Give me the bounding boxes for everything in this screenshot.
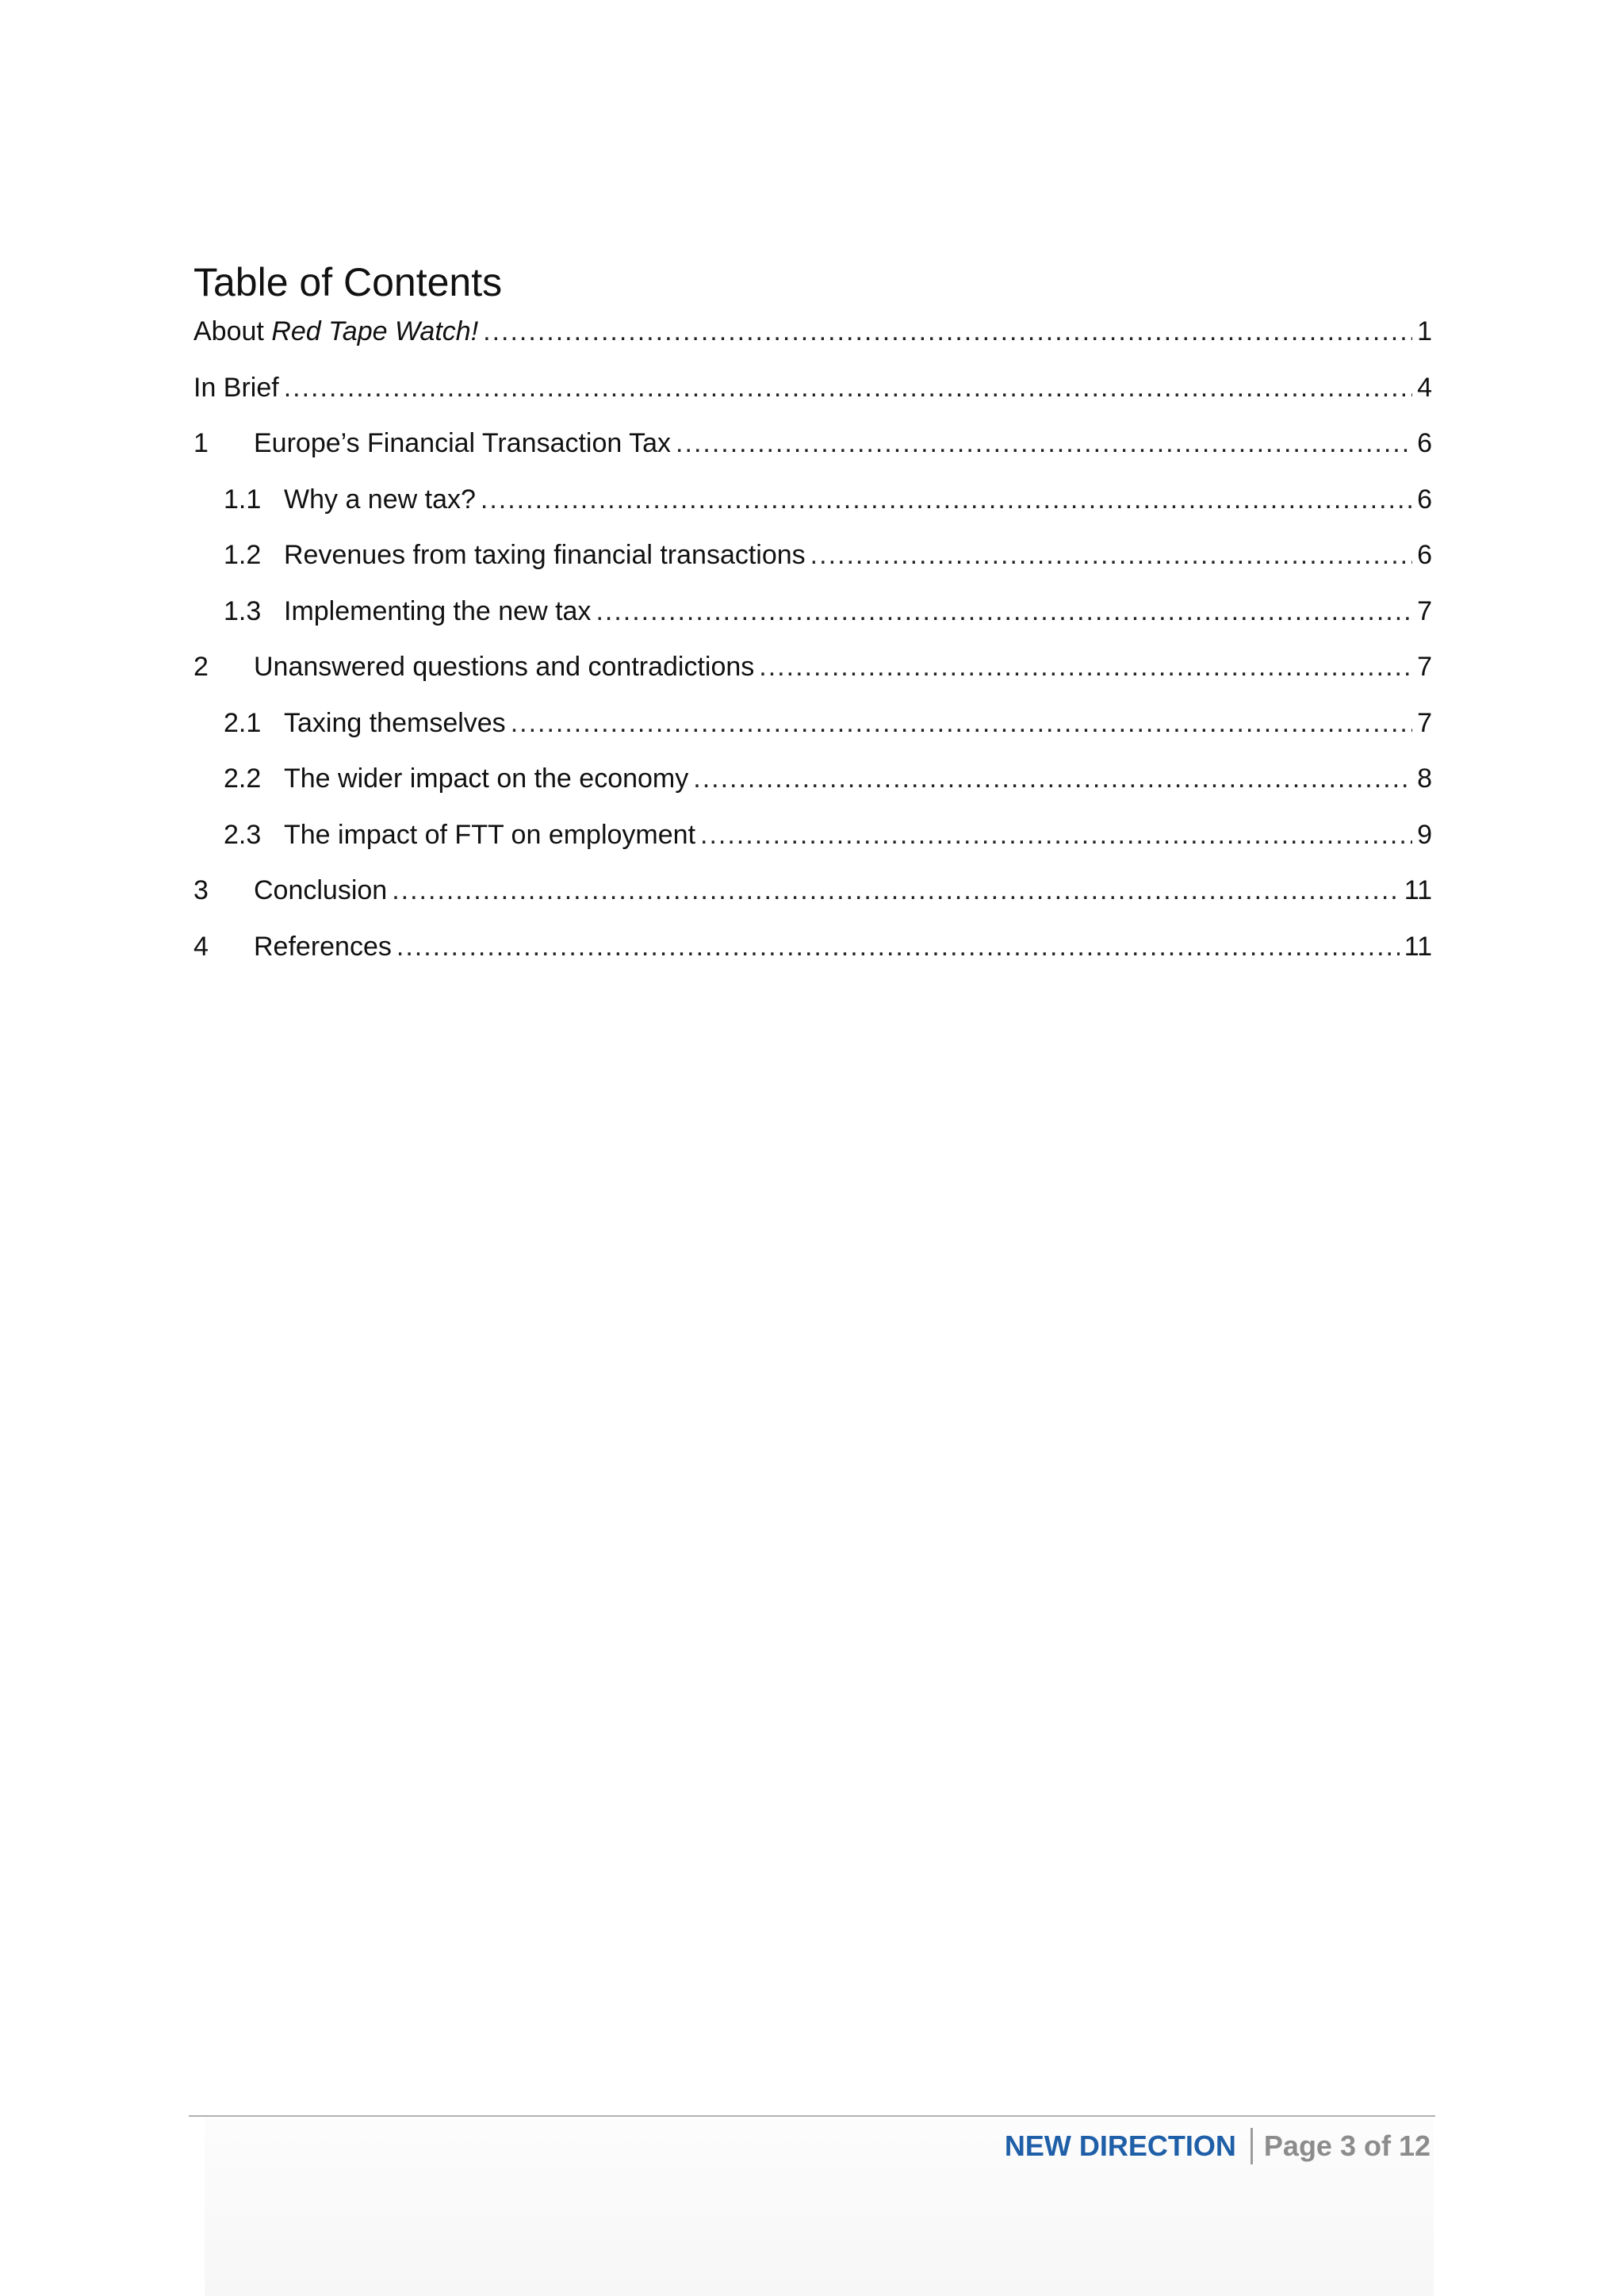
toc-entry-page: 4	[1417, 372, 1432, 403]
toc-entry-label: Conclusion	[254, 875, 388, 905]
toc-entry-3[interactable]	[193, 874, 1432, 931]
toc-entry-number: 1.2	[224, 540, 262, 570]
toc-entry-number: 1	[193, 428, 209, 458]
toc-entry-label: References	[254, 931, 392, 962]
toc-leader-dots	[483, 316, 1412, 348]
footer-page-number: Page 3 of 12	[1263, 2130, 1431, 2162]
page-footer	[1005, 2128, 1431, 2164]
toc-entry-label: In Brief	[193, 372, 279, 403]
toc-leader-dots	[284, 372, 1412, 404]
toc-leader-dots	[810, 539, 1412, 572]
toc-leader-dots	[693, 763, 1412, 795]
toc-entry-1-1[interactable]	[193, 484, 1432, 540]
toc-entry-label: Revenues from taxing financial transactions	[284, 540, 806, 570]
toc-leader-dots	[481, 484, 1412, 516]
footer-divider	[189, 2115, 1435, 2117]
toc-entry-number: 1.1	[224, 484, 262, 515]
toc-entry-number: 2.3	[224, 819, 262, 850]
toc-entry-label: Taxing themselves	[284, 707, 506, 738]
toc-entry-2-2[interactable]	[193, 763, 1432, 819]
toc-entry-number: 1.3	[224, 595, 262, 626]
toc-leader-dots	[700, 819, 1412, 851]
toc-entry-page: 1	[1417, 316, 1432, 346]
toc-entry-in-brief[interactable]	[193, 372, 1432, 428]
toc-leader-dots	[511, 707, 1412, 740]
toc-entry-about[interactable]	[193, 316, 1432, 372]
toc-leader-dots	[596, 595, 1412, 628]
toc-entry-page: 11	[1404, 931, 1432, 962]
toc-entry-page: 7	[1417, 595, 1432, 626]
toc-entry-page: 6	[1417, 540, 1432, 570]
toc-entry-page: 7	[1417, 652, 1432, 682]
toc-entry-number: 4	[193, 931, 209, 962]
toc-entry-2[interactable]	[193, 651, 1432, 707]
toc-entry-label-italic: Red Tape Watch!	[271, 316, 479, 346]
toc-list	[193, 316, 1432, 986]
toc-leader-dots	[392, 874, 1399, 907]
toc-entry-page: 6	[1417, 484, 1432, 515]
toc-entry-1[interactable]	[193, 427, 1432, 484]
footer-brand: NEW DIRECTION	[1004, 2130, 1236, 2162]
toc-title: Table of Contents	[193, 259, 503, 304]
toc-entry-page: 6	[1417, 428, 1432, 458]
toc-entry-number: 3	[193, 875, 209, 905]
toc-entry-label: Implementing the new tax	[284, 595, 592, 626]
toc-entry-label: Unanswered questions and contradictions	[254, 652, 755, 682]
toc-leader-dots	[396, 931, 1400, 963]
footer-separator	[1251, 2128, 1253, 2164]
toc-entry-label: The impact of FTT on employment	[284, 819, 696, 850]
toc-entry-1-3[interactable]	[193, 595, 1432, 652]
toc-entry-page: 8	[1417, 763, 1432, 794]
toc-entry-2-3[interactable]	[193, 819, 1432, 875]
toc-entry-page: 7	[1417, 707, 1432, 738]
toc-entry-page: 9	[1417, 819, 1432, 850]
toc-entry-4[interactable]	[193, 931, 1432, 987]
toc-entry-number: 2.2	[224, 763, 262, 794]
toc-entry-page: 11	[1404, 875, 1432, 905]
toc-entry-1-2[interactable]	[193, 539, 1432, 595]
toc-entry-2-1[interactable]	[193, 707, 1432, 763]
toc-entry-label: The wider impact on the economy	[284, 763, 689, 794]
toc-entry-number: 2.1	[224, 707, 262, 738]
toc-leader-dots	[759, 651, 1412, 683]
toc-entry-label: Why a new tax?	[284, 484, 476, 515]
toc-leader-dots	[676, 427, 1412, 460]
toc-entry-label: Europe’s Financial Transaction Tax	[254, 428, 672, 458]
toc-entry-label: About Red Tape Watch!	[193, 316, 479, 346]
toc-entry-number: 2	[193, 652, 209, 682]
